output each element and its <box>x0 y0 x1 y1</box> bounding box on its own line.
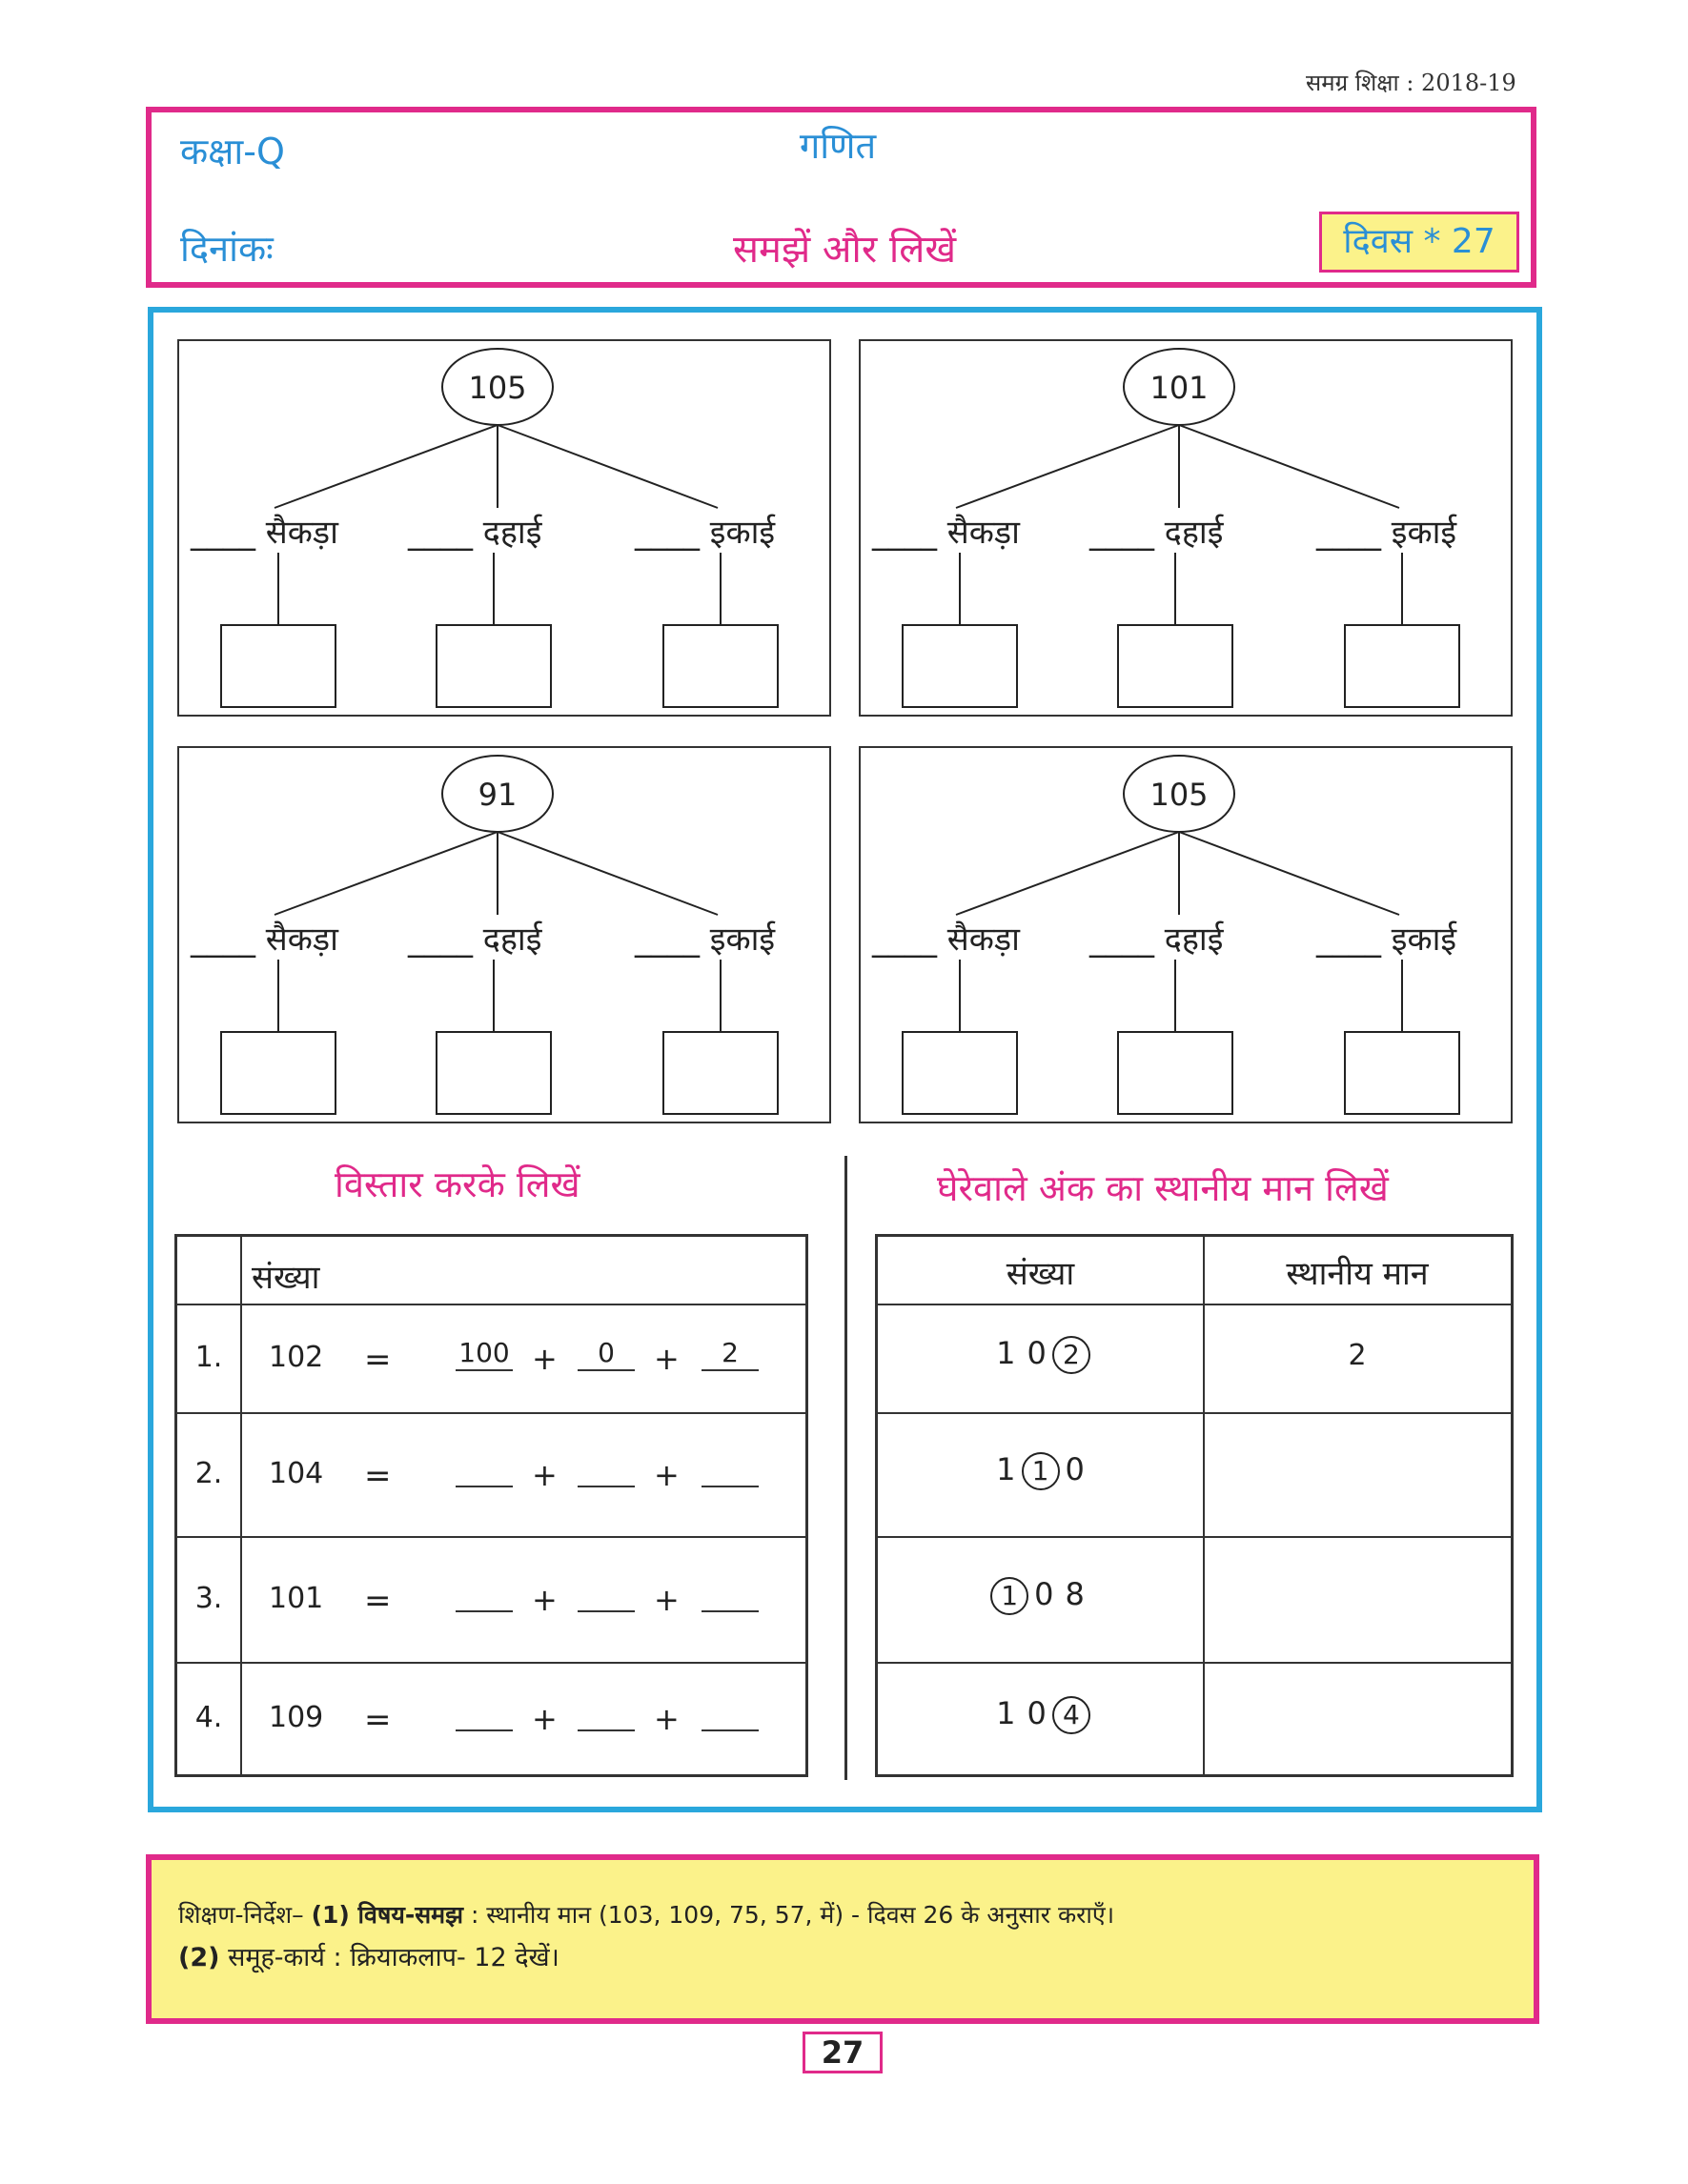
table-row <box>177 1412 805 1536</box>
header-box <box>146 107 1536 288</box>
branch-line <box>956 832 1179 915</box>
tree-number: 91 <box>478 777 518 813</box>
expansion-term: 0 <box>578 1339 635 1371</box>
branch-line <box>1179 832 1399 915</box>
tree-label: ____ दहाई <box>1089 920 1224 959</box>
plus-sign: + <box>654 1341 680 1377</box>
pv-header-number: संख्या <box>1006 1255 1075 1293</box>
tree-panel <box>859 339 1513 717</box>
note-rest-1: : स्थानीय मान (103, 109, 75, 57, में) - दिवस 26 के अनुसार कराएँ। <box>470 1901 1115 1929</box>
circled-digit: 2 <box>1052 1336 1090 1374</box>
class-label: कक्षा-Q <box>180 131 285 172</box>
branch-line <box>275 832 498 915</box>
tree-label: ____ दहाई <box>408 920 542 959</box>
answer-box <box>903 625 1017 707</box>
answer-box <box>1345 625 1459 707</box>
tree-number: 105 <box>468 370 527 406</box>
row-value: 101 <box>269 1582 324 1615</box>
teaching-note <box>146 1854 1539 2024</box>
tree-label: ____ सैकड़ा <box>191 514 338 552</box>
expansion-term <box>456 1699 513 1731</box>
expansion-header: संख्या <box>252 1259 320 1297</box>
branch-line <box>498 832 718 915</box>
note-line-2 <box>178 1938 559 1973</box>
plus-sign: + <box>532 1701 558 1737</box>
equals-sign: = <box>364 1701 392 1739</box>
series-note: समग्र शिक्षा : 2018-19 <box>1306 70 1516 96</box>
digit: 1 <box>996 1335 1016 1371</box>
pv-number <box>878 1335 1203 1374</box>
tree-label: ____ सैकड़ा <box>872 920 1020 959</box>
tree-panel <box>859 746 1513 1123</box>
tree-label: ____ इकाई <box>1316 920 1457 959</box>
page-number: 27 <box>803 2032 883 2073</box>
expansion-term <box>456 1455 513 1487</box>
note-prefix: शिक्षण-निर्देश– <box>178 1901 304 1929</box>
expansion-term <box>702 1580 759 1612</box>
answer-box <box>1118 625 1232 707</box>
answer-box <box>1345 1032 1459 1114</box>
expansion-term <box>702 1455 759 1487</box>
plus-sign: + <box>654 1582 680 1618</box>
tree-label: ____ सैकड़ा <box>191 920 338 959</box>
tree-number: 105 <box>1149 777 1209 813</box>
tree-label: ____ इकाई <box>635 514 776 552</box>
expansion-table <box>174 1234 808 1777</box>
digit: 0 <box>1065 1451 1085 1487</box>
note-bold-2: (2) <box>178 1943 220 1972</box>
pv-number <box>878 1576 1203 1615</box>
row-number: 4. <box>194 1701 223 1734</box>
branch-line <box>275 425 498 508</box>
table-row <box>878 1662 1511 1774</box>
day-badge: दिवस * 27 <box>1319 212 1519 273</box>
tree-panel <box>177 746 831 1123</box>
answer-box <box>1118 1032 1232 1114</box>
table-row <box>177 1662 805 1774</box>
circled-digit: 1 <box>990 1577 1028 1615</box>
circled-digit: 1 <box>1022 1452 1060 1490</box>
table-row <box>878 1536 1511 1662</box>
date-label: दिनांकः <box>180 228 274 270</box>
answer-box <box>663 1032 778 1114</box>
table-row <box>177 1536 805 1662</box>
branch-line <box>498 425 718 508</box>
expansion-term <box>578 1699 635 1731</box>
expansion-term <box>578 1580 635 1612</box>
expansion-term <box>702 1699 759 1731</box>
row-number: 2. <box>194 1457 223 1490</box>
plus-sign: + <box>654 1457 680 1493</box>
pv-number <box>878 1451 1203 1490</box>
branch-line <box>1179 425 1399 508</box>
place-value-title: घेरेवाले अंक का स्थानीय मान लिखें <box>937 1167 1389 1209</box>
digit: 1 <box>996 1451 1016 1487</box>
pv-answer: 2 <box>1348 1339 1367 1372</box>
tree-number: 101 <box>1149 370 1209 406</box>
row-value: 104 <box>269 1457 324 1490</box>
tree-panel <box>177 339 831 717</box>
tree-label: ____ इकाई <box>635 920 776 959</box>
equals-sign: = <box>364 1582 392 1620</box>
equals-sign: = <box>364 1457 392 1495</box>
subject-text: गणित <box>799 125 877 167</box>
tree-label: ____ इकाई <box>1316 514 1457 552</box>
plus-sign: + <box>532 1341 558 1377</box>
plus-sign: + <box>654 1701 680 1737</box>
answer-box <box>437 625 551 707</box>
expansion-term: 100 <box>456 1339 513 1371</box>
main-box <box>148 307 1542 1812</box>
digit: 0 <box>1034 1576 1054 1612</box>
table-row <box>177 1304 805 1412</box>
place-value-table <box>875 1234 1514 1777</box>
digit: 0 <box>1027 1335 1047 1371</box>
answer-box <box>221 625 336 707</box>
tree-label: ____ दहाई <box>408 514 542 552</box>
expansion-term <box>456 1580 513 1612</box>
row-value: 109 <box>269 1701 324 1734</box>
digit: 1 <box>996 1695 1016 1731</box>
circled-digit: 4 <box>1052 1696 1090 1734</box>
answer-box <box>663 625 778 707</box>
answer-box <box>437 1032 551 1114</box>
tree-label: ____ दहाई <box>1089 514 1224 552</box>
branch-line <box>956 425 1179 508</box>
answer-box <box>221 1032 336 1114</box>
table-row <box>878 1412 1511 1536</box>
answer-box <box>903 1032 1017 1114</box>
topic-title: समझें और लिखें <box>733 228 957 272</box>
row-number: 1. <box>194 1341 223 1374</box>
table-row <box>878 1304 1511 1412</box>
tree-label: ____ सैकड़ा <box>872 514 1020 552</box>
plus-sign: + <box>532 1582 558 1618</box>
row-value: 102 <box>269 1341 324 1374</box>
note-bold-1: (1) विषय-समझ <box>311 1901 463 1929</box>
row-number: 3. <box>194 1582 223 1615</box>
section-divider <box>844 1156 847 1780</box>
pv-number <box>878 1695 1203 1734</box>
digit: 8 <box>1065 1576 1085 1612</box>
plus-sign: + <box>532 1457 558 1493</box>
pv-header-value: स्थानीय मान <box>1286 1255 1429 1293</box>
note-rest-2: समूह-कार्य : क्रियाकलाप- 12 देखें। <box>228 1943 559 1972</box>
expansion-term <box>578 1455 635 1487</box>
note-line-1 <box>178 1898 1114 1931</box>
expansion-title: विस्तार करके लिखें <box>335 1163 580 1205</box>
digit: 0 <box>1027 1695 1047 1731</box>
equals-sign: = <box>364 1341 392 1379</box>
expansion-term: 2 <box>702 1339 759 1371</box>
